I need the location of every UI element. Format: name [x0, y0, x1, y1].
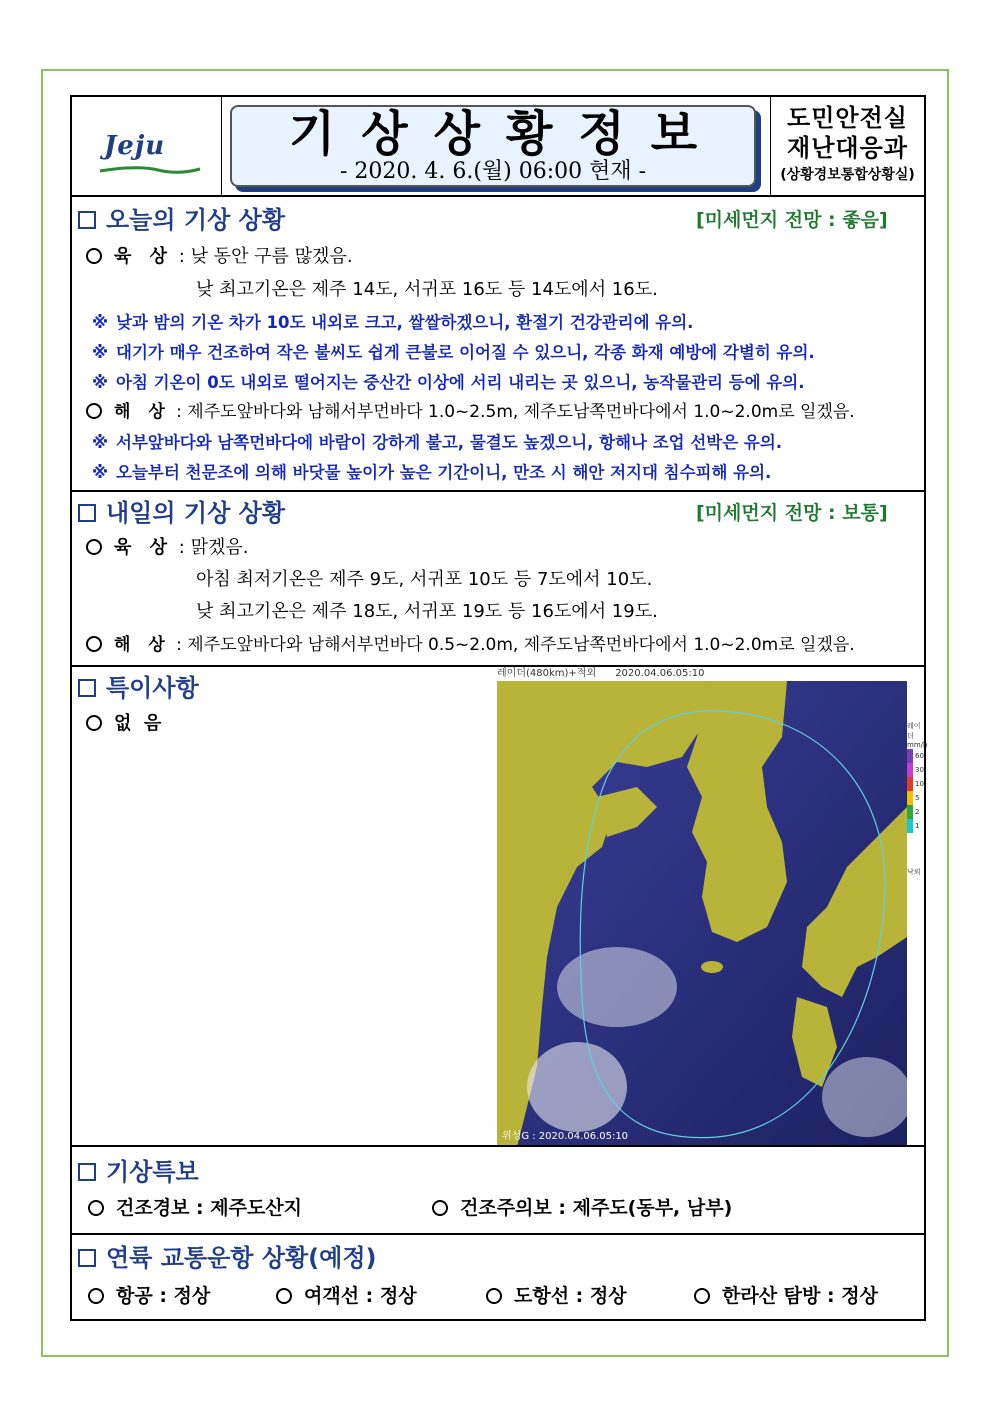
traffic-item-hallasan	[694, 1283, 878, 1309]
divider	[72, 490, 924, 492]
legend-value: 2	[915, 808, 920, 816]
today-note-1	[92, 311, 693, 335]
today-land-label: 육 상	[114, 246, 174, 267]
today-sea-text: : 제주도앞바다와 남해서부먼바다 1.0~2.5m, 제주도남쪽먼바다에서 1.0~2.0m로 일겠음.	[176, 402, 855, 422]
section-traffic-title	[78, 1243, 377, 1273]
circle-bullet-icon	[88, 1200, 104, 1216]
circle-bullet-icon	[86, 248, 102, 264]
legend-swatch	[907, 749, 913, 763]
today-dust-forecast: [미세먼지 전망 : 좋음]	[696, 209, 888, 231]
traffic-item-ferry	[276, 1283, 417, 1309]
note-mark: ※	[92, 433, 109, 452]
warning-item-1-text: 건조경보 : 제주도산지	[116, 1197, 303, 1219]
traffic-item-island-ferry-text: 도항선 : 정상	[514, 1285, 627, 1307]
office-name: (상황경보통합상황실)	[780, 167, 915, 183]
jeju-logo-text: Jeju	[104, 131, 166, 161]
circle-bullet-icon	[486, 1288, 502, 1304]
radar-caption-text: 레이더(480km)+적외	[497, 668, 597, 679]
section-warning-title	[78, 1157, 199, 1187]
legend-entry	[907, 777, 925, 791]
legend-value: 30	[915, 766, 924, 774]
checkbox-square-icon	[78, 211, 96, 229]
today-sea-row	[86, 399, 855, 425]
divider	[72, 1233, 924, 1235]
today-note-4-text: 서부앞바다와 남쪽먼바다에 바람이 강하게 불고, 물결도 높겠으니, 항해나 조업 선박은 유의.	[116, 433, 783, 452]
tomorrow-land-text: : 맑겠음.	[178, 537, 249, 558]
today-note-3	[92, 371, 804, 395]
traffic-item-air-text: 항공 : 정상	[116, 1285, 211, 1307]
legend-title: 레이더	[907, 722, 921, 740]
traffic-item-island-ferry	[486, 1283, 627, 1309]
today-land-row	[86, 244, 353, 270]
radar-footer: 위성G : 2020.04.06.05:10	[502, 1131, 629, 1142]
legend-items	[907, 749, 925, 833]
report-datetime: - 2020. 4. 6.(월) 06:00 현재 -	[339, 159, 647, 184]
section-today-label: 오늘의 기상 상황	[106, 206, 285, 234]
tomorrow-sea-row	[86, 632, 855, 658]
warning-item-2	[432, 1195, 732, 1221]
radar-legend	[907, 721, 928, 877]
note-mark: ※	[92, 373, 109, 392]
jeju-logo-swash-icon	[98, 165, 202, 175]
checkbox-square-icon	[78, 679, 96, 697]
note-mark: ※	[92, 343, 109, 362]
radar-caption-time: 2020.04.06.05:10	[615, 668, 705, 679]
page-title: 기상상황정보	[288, 106, 724, 162]
legend-entry	[907, 791, 925, 805]
note-mark: ※	[92, 463, 109, 482]
section-today-title	[78, 205, 285, 235]
report-header	[72, 97, 924, 197]
checkbox-square-icon	[78, 1249, 96, 1267]
checkbox-square-icon	[78, 1163, 96, 1181]
title-box	[230, 105, 756, 187]
traffic-item-hallasan-text: 한라산 탐방 : 정상	[722, 1285, 878, 1307]
tomorrow-land-row	[86, 535, 248, 561]
today-note-4	[92, 431, 782, 455]
legend-entry	[907, 763, 925, 777]
legend-entry	[907, 819, 925, 833]
weather-report-document	[70, 95, 926, 1321]
legend-swatch	[907, 791, 913, 805]
section-tomorrow-title	[78, 498, 285, 528]
circle-bullet-icon	[432, 1200, 448, 1216]
circle-bullet-icon	[86, 403, 102, 419]
department-cell	[770, 97, 924, 195]
section-traffic-label: 연륙 교통운항 상황(예정)	[106, 1244, 377, 1272]
department-name: 도민안전실	[787, 104, 908, 132]
legend-entry	[907, 805, 925, 819]
section-special-label: 특이사항	[106, 674, 199, 702]
section-special-title	[78, 673, 199, 703]
section-warning-label: 기상특보	[106, 1158, 199, 1186]
today-note-2	[92, 341, 815, 365]
circle-bullet-icon	[86, 636, 102, 652]
circle-bullet-icon	[276, 1288, 292, 1304]
legend-value: 1	[915, 822, 920, 830]
warning-item-2-text: 건조주의보 : 제주도(동부, 남부)	[460, 1197, 733, 1219]
legend-entry	[907, 749, 925, 763]
traffic-item-air	[88, 1283, 210, 1309]
warning-item-1	[88, 1195, 302, 1221]
tomorrow-min-temp: 아침 최저기온은 제주 9도, 서귀포 10도 등 7도에서 10도.	[196, 569, 653, 590]
circle-bullet-icon	[86, 715, 102, 731]
legend-value: 5	[915, 794, 920, 802]
tomorrow-dust-forecast: [미세먼지 전망 : 보통]	[696, 502, 888, 524]
section-tomorrow-label: 내일의 기상 상황	[106, 499, 285, 527]
today-note-1-text: 낮과 밤의 기온 차가 10도 내외로 크고, 쌀쌀하겠으니, 환절기 건강관리에 유의.	[116, 313, 694, 332]
legend-swatch	[907, 763, 913, 777]
tomorrow-land-label: 육 상	[114, 537, 174, 558]
divider	[72, 1145, 924, 1147]
legend-value: 60	[915, 752, 924, 760]
note-mark: ※	[92, 313, 109, 332]
legend-lightning: 낙뢰	[907, 868, 921, 876]
radar-caption	[497, 667, 907, 681]
circle-bullet-icon	[694, 1288, 710, 1304]
special-item-text: 없 음	[114, 713, 162, 734]
today-note-3-text: 아침 기온이 0도 내외로 떨어지는 중산간 이상에 서리 내리는 곳 있으니, 농작물관리 등에 유의.	[116, 373, 805, 392]
radar-satellite-image	[497, 667, 907, 1147]
division-name: 재난대응과	[787, 134, 908, 162]
legend-swatch	[907, 805, 913, 819]
legend-unit: mm/h	[907, 741, 928, 749]
legend-swatch	[907, 819, 913, 833]
tomorrow-max-temp: 낮 최고기온은 제주 18도, 서귀포 19도 등 16도에서 19도.	[196, 601, 658, 622]
circle-bullet-icon	[88, 1288, 104, 1304]
checkbox-square-icon	[78, 504, 96, 522]
legend-value: 10	[915, 780, 924, 788]
radar-map-graphic	[497, 667, 907, 1147]
today-note-2-text: 대기가 매우 건조하여 작은 불씨도 쉽게 큰불로 이어질 수 있으니, 각종 화재 예방에 각별히 유의.	[116, 343, 815, 362]
today-note-5-text: 오늘부터 천문조에 의해 바닷물 높이가 높은 기간이니, 만조 시 해안 저지대 침수피해 유의.	[116, 463, 772, 482]
today-sea-label: 해 상	[114, 402, 171, 422]
tomorrow-sea-text: : 제주도앞바다와 남해서부먼바다 0.5~2.0m, 제주도남쪽먼바다에서 1.0~2.0m로 일겠음.	[176, 635, 855, 655]
legend-swatch	[907, 777, 913, 791]
traffic-item-ferry-text: 여객선 : 정상	[304, 1285, 417, 1307]
tomorrow-sea-label: 해 상	[114, 635, 171, 655]
logo-cell	[72, 97, 222, 195]
circle-bullet-icon	[86, 539, 102, 555]
today-land-text: : 낮 동안 구름 많겠음.	[178, 246, 353, 267]
special-item-row	[86, 711, 161, 737]
today-note-5	[92, 461, 771, 485]
today-land-temp: 낮 최고기온은 제주 14도, 서귀포 16도 등 14도에서 16도.	[196, 279, 658, 300]
